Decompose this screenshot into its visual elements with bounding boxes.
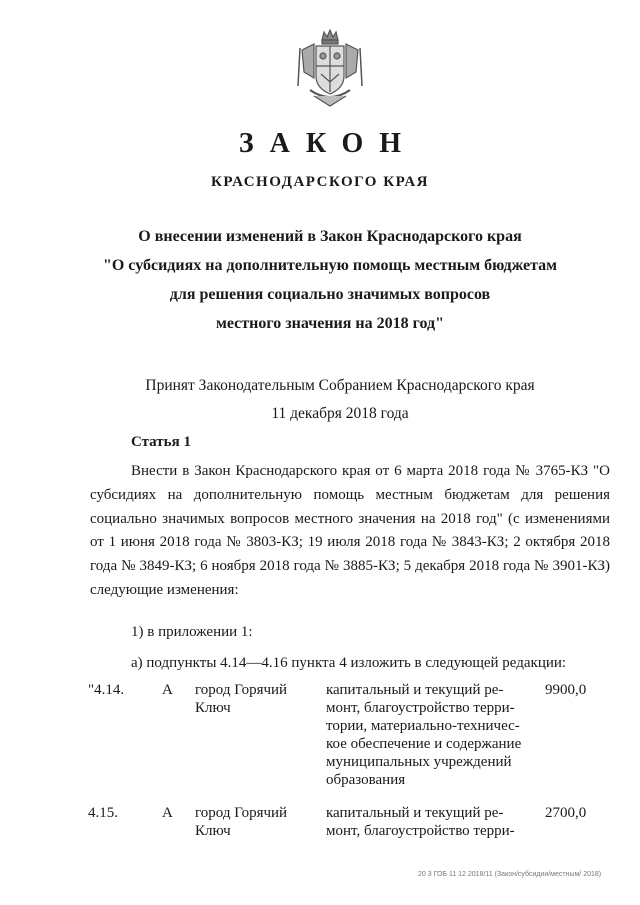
heading-line: О внесении изменений в Закон Краснодарского края xyxy=(138,228,522,245)
adoption-line: Принят Законодательным Собранием Краснодарского края xyxy=(145,377,535,394)
row-amount: 9900,0 xyxy=(545,682,587,698)
desc-line: кое обеспечение и содержание xyxy=(326,736,522,752)
row-municipality: город Горячий Ключ xyxy=(195,682,288,716)
adoption-note xyxy=(60,372,620,428)
list-item: 1) в приложении 1: xyxy=(131,624,253,640)
document-title: ЗАКОН xyxy=(238,128,418,159)
desc-line: образования xyxy=(326,772,406,788)
adoption-date: 11 декабря 2018 года xyxy=(271,405,409,422)
heading-line: "О субсидиях на дополнительную помощь местным бюджетам xyxy=(102,257,558,274)
document-subtitle: КРАСНОДАРСКОГО КРАЯ xyxy=(211,174,429,190)
row-category: А xyxy=(162,805,173,821)
heading-line: для решения социально значимых вопросов xyxy=(169,286,491,303)
desc-line: капитальный и текущий ре- xyxy=(326,682,504,698)
article-body xyxy=(90,460,610,603)
row-number: "4.14. xyxy=(88,682,125,698)
row-number: 4.15. xyxy=(88,805,118,821)
desc-line: монт, благоустройство терри- xyxy=(326,823,515,839)
law-heading xyxy=(60,222,600,338)
coat-of-arms-icon xyxy=(296,26,364,108)
row-municipality: город Горячий Ключ xyxy=(195,805,288,839)
desc-line: тории, материально-техничес- xyxy=(326,718,520,734)
row-amount: 2700,0 xyxy=(545,805,587,821)
desc-line: капитальный и текущий ре- xyxy=(326,805,504,821)
desc-line: муниципальных учреждений xyxy=(326,754,512,770)
heading-line: местного значения на 2018 год" xyxy=(215,315,445,332)
row-description xyxy=(326,804,534,840)
footer-reference: 20 3 ГОБ 11 12 2018/11 (Закон/субсидии/местным/ 2018) xyxy=(418,871,602,878)
row-description xyxy=(326,681,534,789)
list-item: а) подпункты 4.14—4.16 пункта 4 изложить в следующей редакции: xyxy=(131,655,567,671)
article-label: Статья 1 xyxy=(131,434,191,450)
row-category: А xyxy=(162,682,173,698)
article-text: Внести в Закон Краснодарского края от 6 марта 2018 года № 3765-КЗ "О субсидиях на дополнительную помощь местным бюджетам для решения социально значимых вопросов местного значения на 2018 год" (с изменениями от 1 июня 2018 года № 3803-КЗ; 19 июля 2018 года № 3843-КЗ; 2 октября 2018 года № 3849-КЗ; 6 ноября 2018 года № 3885-КЗ; 5 декабря 2018 года № 3901-КЗ) следующие изменения: xyxy=(90,463,610,598)
desc-line: монт, благоустройство терри- xyxy=(326,700,515,716)
